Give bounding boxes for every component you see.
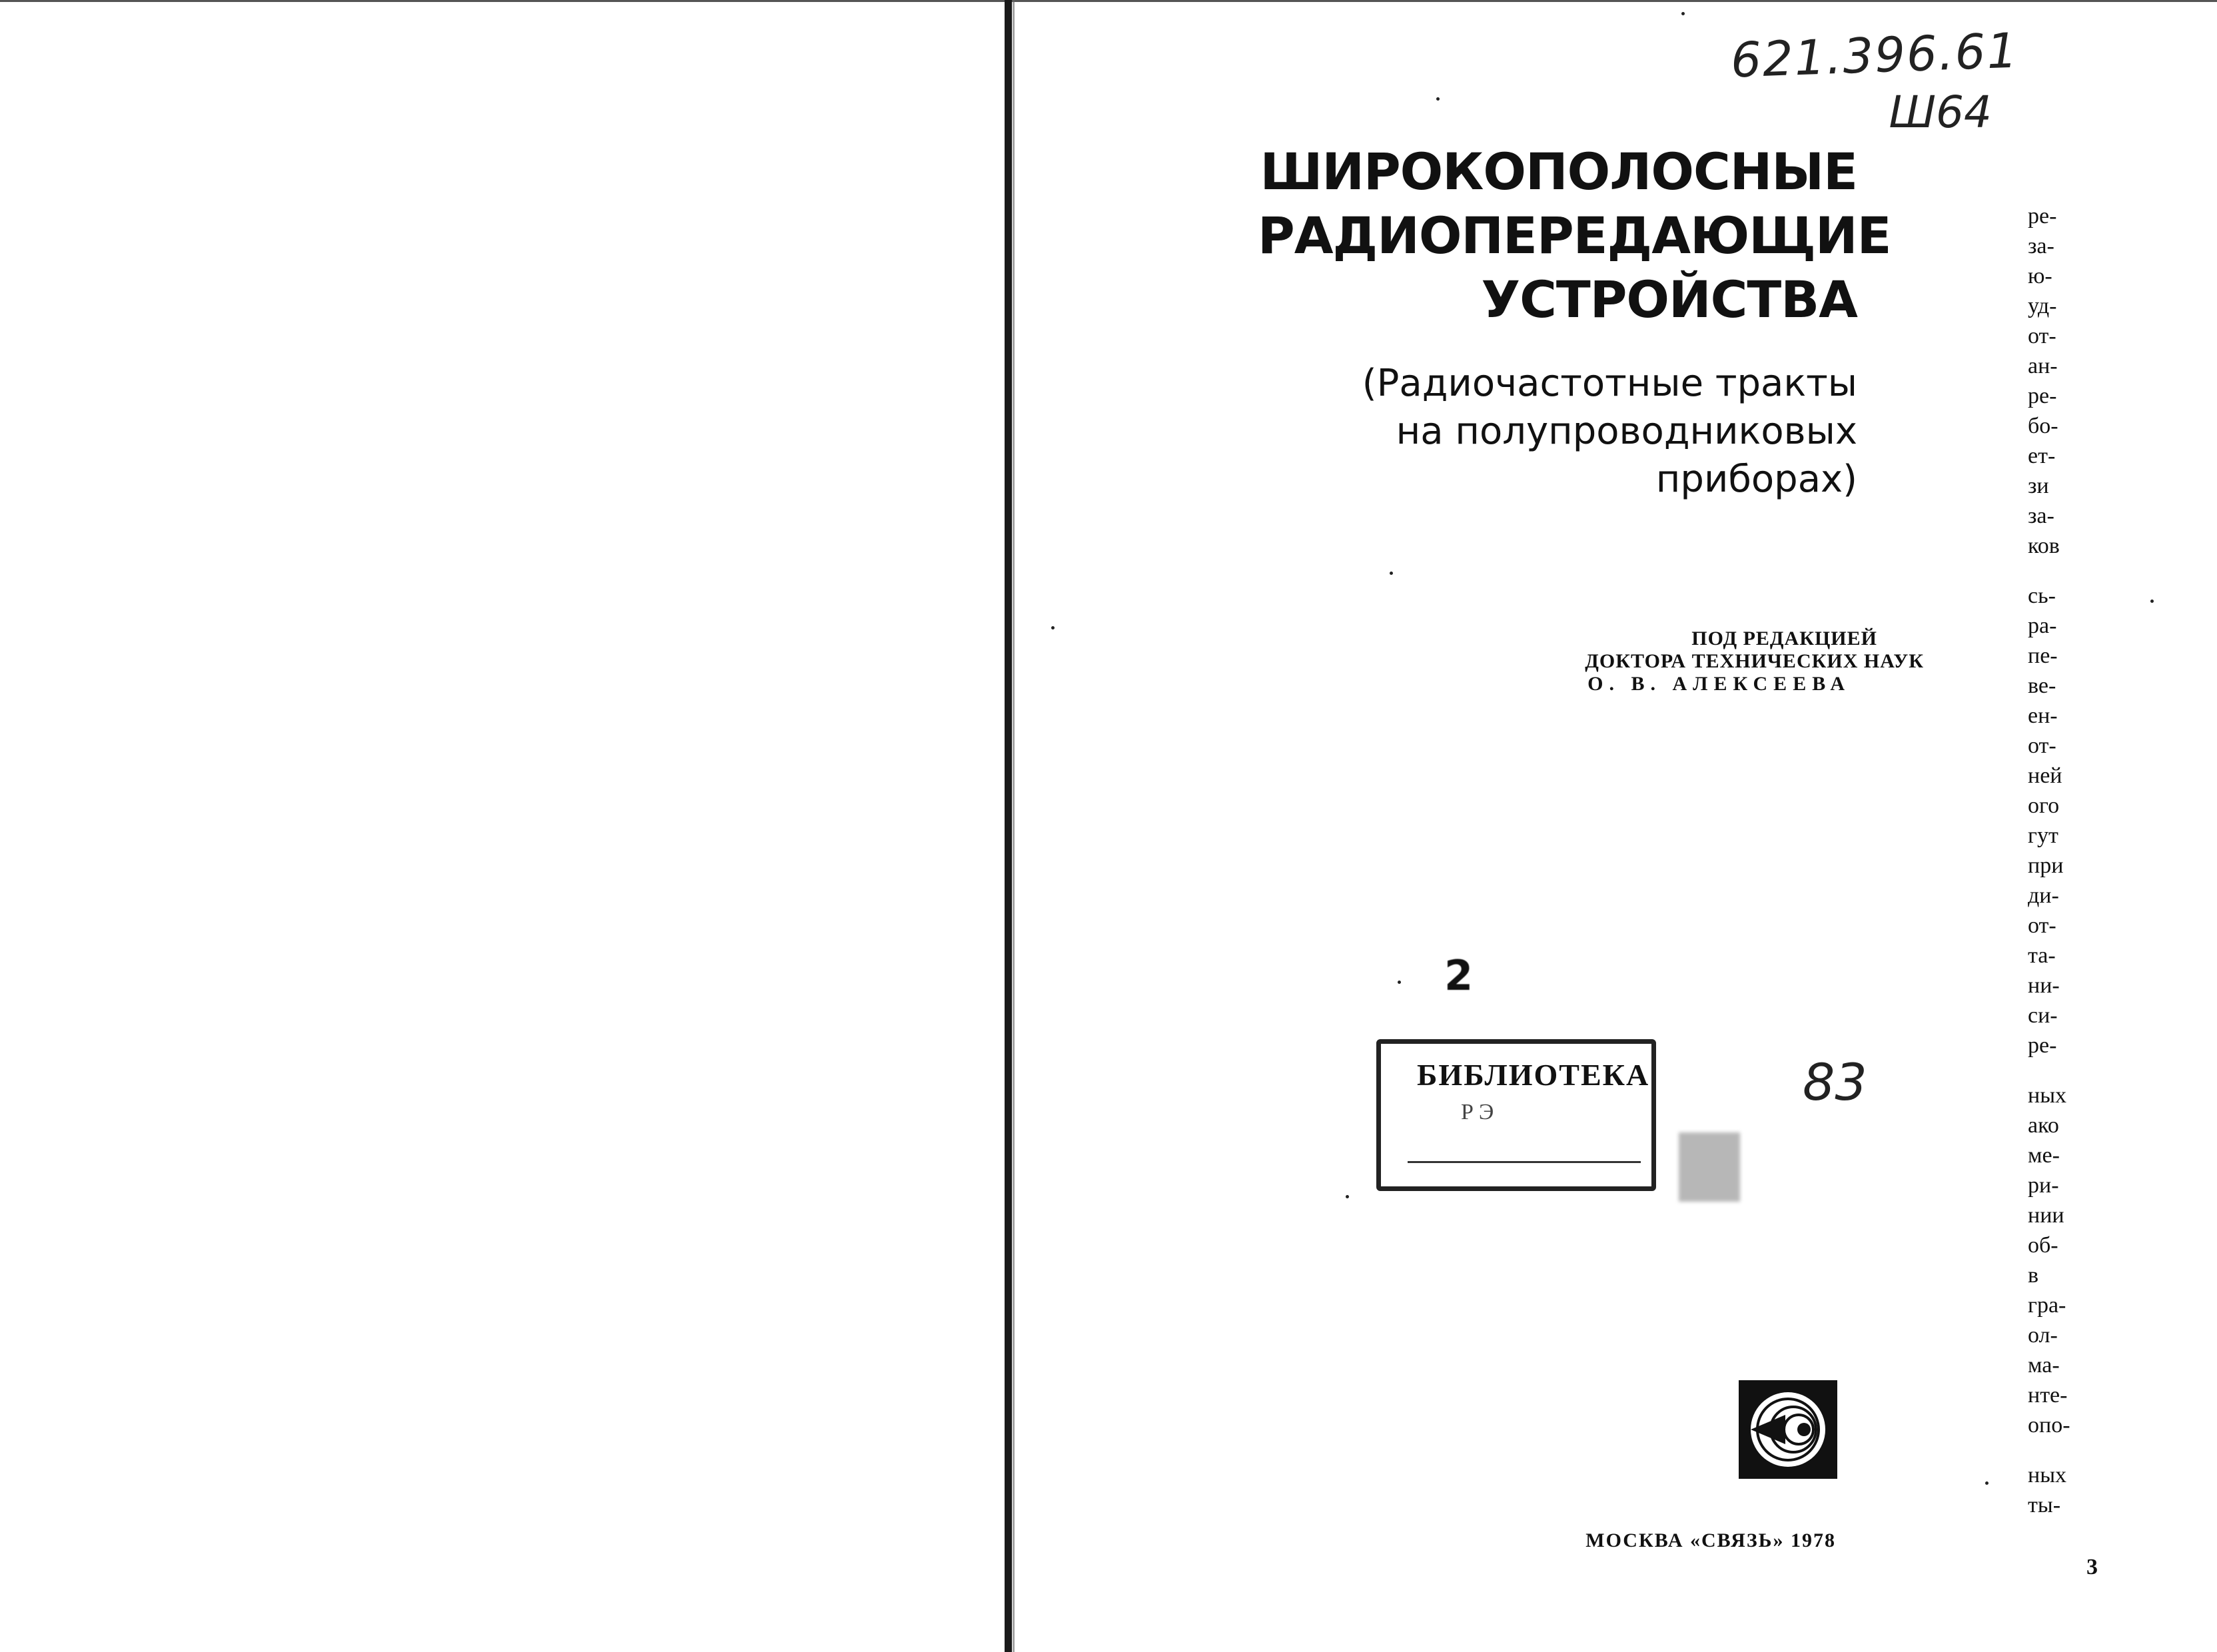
- bleed-fragment: нии: [2028, 1203, 2064, 1228]
- subtitle-line: на полупроводниковых: [1396, 410, 1857, 453]
- bleed-fragment: ю-: [2028, 264, 2052, 288]
- bleed-fragment: в: [2028, 1263, 2039, 1288]
- book-title: [1258, 140, 1891, 332]
- bleed-fragment: ако: [2028, 1113, 2059, 1138]
- library-stamp: [1376, 1039, 1656, 1191]
- dust-speck: [1681, 12, 1685, 15]
- editor-name: О. В. АЛЕКСЕЕВА: [1587, 673, 1851, 695]
- dust-speck: [1985, 1481, 1989, 1485]
- bleed-fragment: за-: [2028, 504, 2054, 528]
- next-page-text-bleed: [2028, 201, 2134, 1520]
- book-spine-shadow: [1013, 0, 1015, 1652]
- editor-line: ПОД РЕДАКЦИЕЙ: [1691, 627, 1877, 649]
- book-subtitle: [1258, 360, 1857, 504]
- subtitle-line: приборах): [1655, 458, 1857, 501]
- bleed-fragment: ных: [2028, 1083, 2067, 1108]
- inventory-stamp-number: 2: [1444, 951, 1478, 1000]
- bleed-fragment: гут: [2028, 823, 2058, 848]
- bleed-fragment: пе-: [2028, 643, 2058, 668]
- bleed-fragment: ре-: [2028, 204, 2057, 228]
- publisher-logo-svg: [1739, 1380, 1837, 1479]
- bleed-fragment: зи: [2028, 474, 2049, 498]
- title-line: УСТРОЙСТВА: [1481, 270, 1857, 329]
- bleed-fragment: та-: [2028, 943, 2056, 968]
- call-number-line-2: Ш64: [1889, 87, 1992, 138]
- bleed-fragment: ты-: [2028, 1493, 2061, 1517]
- dust-speck: [1436, 97, 1440, 101]
- ink-smudge: [1679, 1132, 1740, 1202]
- bleed-fragment: от-: [2028, 733, 2056, 758]
- library-stamp-title: БИБЛИОТЕКА: [1417, 1058, 1650, 1092]
- bleed-fragment: ри-: [2028, 1173, 2059, 1198]
- dust-speck: [1398, 981, 1401, 984]
- publisher-imprint: МОСКВА «СВЯЗЬ» 1978: [1585, 1529, 1836, 1551]
- dust-speck: [1390, 572, 1393, 575]
- bleed-fragment: ве-: [2028, 673, 2056, 698]
- bleed-fragment: си-: [2028, 1003, 2058, 1028]
- bleed-fragment: ет-: [2028, 444, 2056, 468]
- page-number: 3: [2086, 1555, 2098, 1579]
- library-stamp-rule: [1408, 1161, 1641, 1163]
- bleed-fragment: сь-: [2028, 584, 2056, 608]
- bleed-fragment: ни-: [2028, 973, 2060, 998]
- bleed-fragment: при: [2028, 853, 2064, 878]
- bleed-fragment: от-: [2028, 913, 2056, 938]
- bleed-fragment: ре-: [2028, 1033, 2057, 1058]
- publisher-logo-icon: [1739, 1380, 1837, 1479]
- bleed-fragment: нте-: [2028, 1383, 2068, 1408]
- call-number-handwritten: [1729, 22, 2020, 141]
- editor-credit: [1324, 627, 1924, 695]
- bleed-fragment: ков: [2028, 534, 2060, 558]
- bleed-fragment: от-: [2028, 324, 2056, 348]
- call-number-line-1: 621.396.61: [1729, 22, 2020, 89]
- editor-line: ДОКТОРА ТЕХНИЧЕСКИХ НАУК: [1585, 650, 1924, 672]
- bleed-fragment: ан-: [2028, 354, 2058, 378]
- bleed-fragment: гра-: [2028, 1293, 2066, 1318]
- subtitle-line: (Радиочастотные тракты: [1362, 362, 1857, 405]
- bleed-fragment: опо-: [2028, 1413, 2070, 1438]
- bleed-fragment: за-: [2028, 234, 2054, 258]
- bleed-fragment: ре-: [2028, 384, 2057, 408]
- page-top-edge: [0, 0, 2217, 2]
- bleed-fragment: уд-: [2028, 294, 2057, 318]
- bleed-fragment: ма-: [2028, 1353, 2060, 1378]
- dust-speck: [2150, 600, 2154, 603]
- title-line: РАДИОПЕРЕДАЮЩИЕ: [1258, 206, 1891, 265]
- bleed-fragment: ди-: [2028, 883, 2059, 908]
- bleed-fragment: ных: [2028, 1463, 2067, 1487]
- bleed-fragment: ра-: [2028, 614, 2057, 638]
- dust-speck: [1346, 1195, 1349, 1198]
- dust-speck: [1051, 626, 1055, 629]
- book-spine-gutter: [1005, 0, 1012, 1652]
- bleed-fragment: ен-: [2028, 703, 2058, 728]
- bleed-fragment: об-: [2028, 1233, 2058, 1258]
- library-stamp-subtitle: РЭ: [1461, 1100, 1500, 1124]
- handwritten-number: 83: [1803, 1052, 1867, 1112]
- title-line: ШИРОКОПОЛОСНЫЕ: [1260, 142, 1857, 201]
- bleed-fragment: ол-: [2028, 1323, 2058, 1348]
- bleed-fragment: ней: [2028, 763, 2062, 788]
- bleed-fragment: ме-: [2028, 1143, 2060, 1168]
- bleed-fragment: ого: [2028, 793, 2060, 818]
- bleed-fragment: бо-: [2028, 414, 2058, 438]
